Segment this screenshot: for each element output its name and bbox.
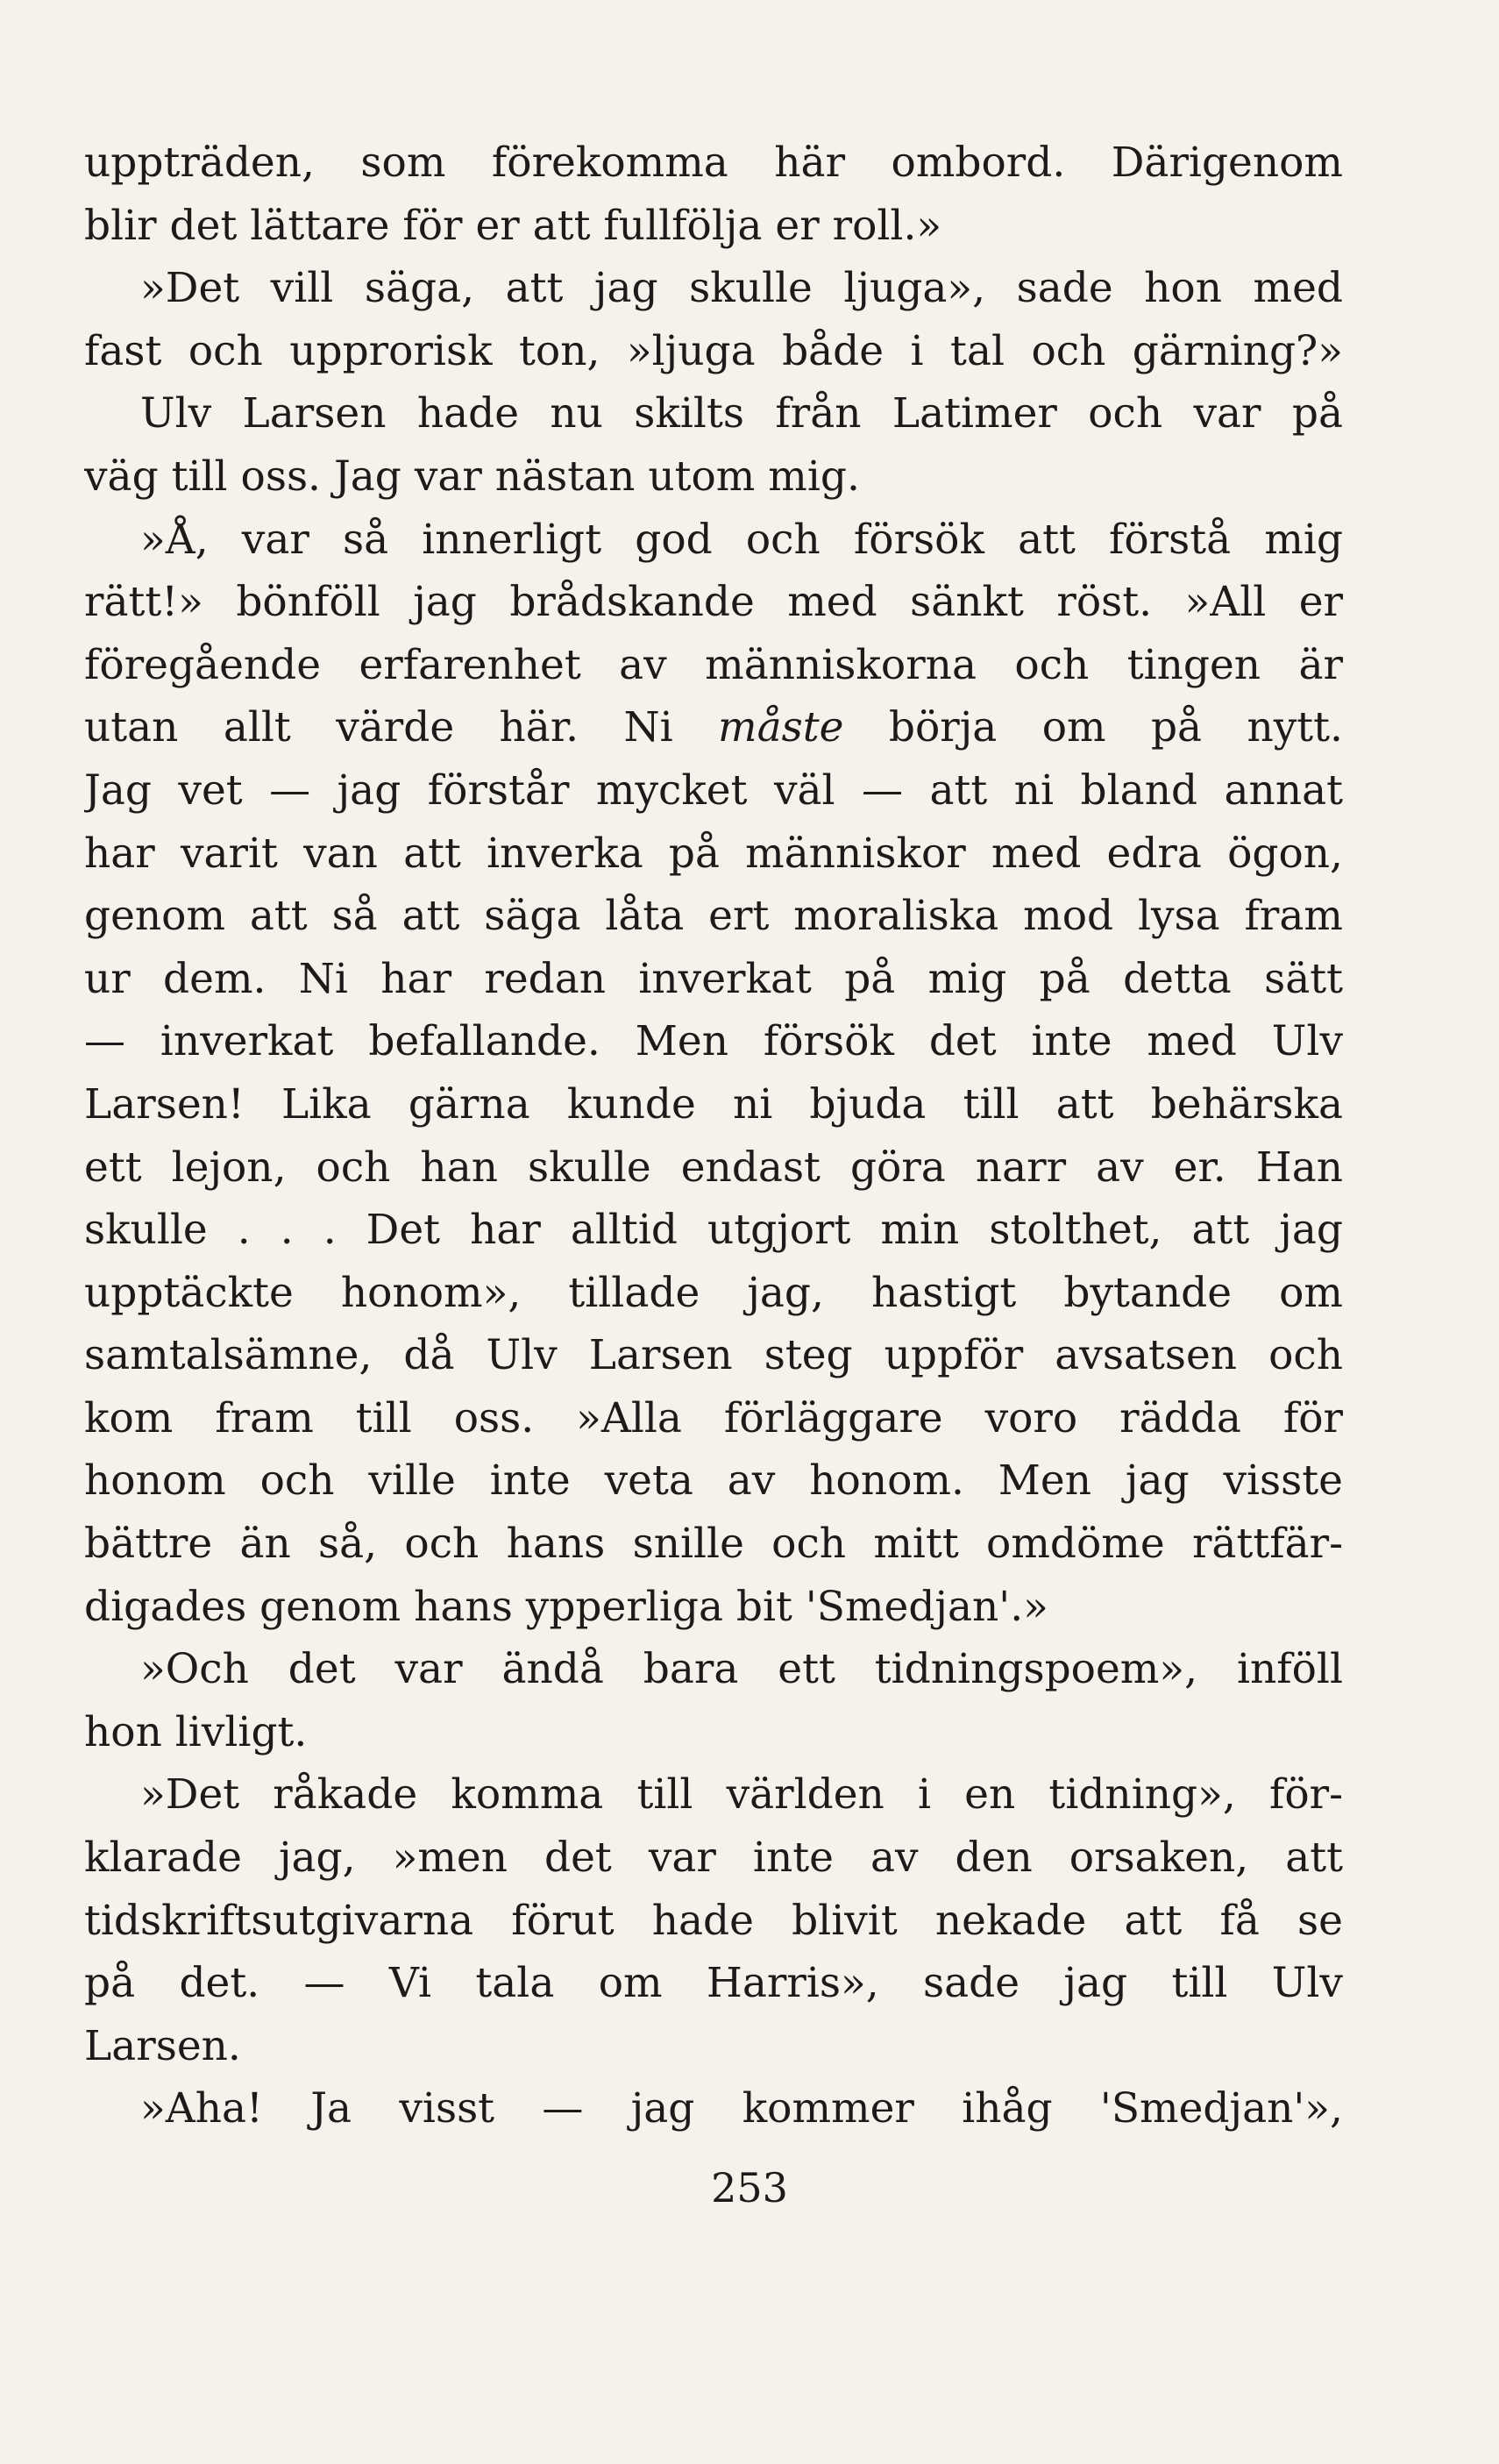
text-line: Ulv Larsen hade nu skilts från Latimer och var på: [140, 389, 1343, 438]
text-line: samtalsämne, då Ulv Larsen steg uppför avsatsen och: [84, 1331, 1343, 1380]
text-line: skulle . . . Det har alltid utgjort min stolthet, att jag: [84, 1206, 1343, 1255]
emphasis-text: måste: [718, 703, 844, 752]
text-line: hon livligt.: [84, 1707, 308, 1756]
text-line: »Aha! Ja visst — jag kommer ihåg 'Smedjan'»,: [140, 2084, 1343, 2133]
text-line: ett lejon, och han skulle endast göra narr av er. Han: [84, 1143, 1343, 1192]
text-line: »Det vill säga, att jag skulle ljuga», sade hon med: [140, 264, 1343, 313]
text-line: genom att så att säga låta ert moraliska mod lysa fram: [84, 892, 1343, 941]
text-line: »Å, var så innerligt god och försök att förstå mig: [140, 515, 1343, 564]
text-line: ur dem. Ni har redan inverkat på mig på detta sätt: [84, 954, 1343, 1003]
text-line: blir det lättare för er att fullfölja er roll.»: [84, 201, 942, 250]
text-line: väg till oss. Jag var nästan utom mig.: [84, 452, 860, 501]
text-line: — inverkat befallande. Men försök det inte med Ulv: [84, 1017, 1343, 1066]
text-line: rätt!» bönföll jag brådskande med sänkt röst. »All er: [84, 578, 1343, 627]
text-line: klarade jag, »men det var inte av den orsaken, att: [84, 1834, 1343, 1883]
text-line: kom fram till oss. »Alla förläggare voro rädda för: [84, 1393, 1343, 1442]
text-line: »Det råkade komma till världen i en tidning», för-: [140, 1770, 1343, 1820]
text-line: på det. — Vi tala om Harris», sade jag till Ulv: [84, 1959, 1343, 2008]
text-line: bättre än så, och hans snille och mitt omdöme rättfär-: [84, 1520, 1343, 1569]
page-number: 253: [711, 2164, 788, 2211]
text-line: »Och det var ändå bara ett tidningspoem», inföll: [140, 1645, 1343, 1694]
text-line: Larsen.: [84, 2021, 241, 2070]
text-line: Larsen! Lika gärna kunde ni bjuda till att behärska: [84, 1079, 1343, 1129]
text-line: upptäckte honom», tillade jag, hastigt bytande om: [84, 1268, 1343, 1317]
text-line: uppträden, som förekomma här ombord. Därigenom: [84, 139, 1343, 187]
text-line: digades genom hans ypperliga bit 'Smedjan'.»: [84, 1582, 1048, 1631]
body-text: [84, 132, 1343, 2140]
text-line: honom och ville inte veta av honom. Men jag visste: [84, 1456, 1343, 1506]
text-line: har varit van att inverka på människor med edra ögon,: [84, 829, 1343, 878]
text-line: Jag vet — jag förstår mycket väl — att ni bland annat: [84, 766, 1343, 815]
text-line: fast och upprorisk ton, »ljuga både i tal och gärning?»: [84, 326, 1343, 375]
text-line: föregående erfarenhet av människorna och tingen är: [84, 640, 1343, 689]
text-line: utan allt värde här. Ni måste börja om på nytt.: [84, 703, 1343, 752]
text-line: tidskriftsutgivarna förut hade blivit nekade att få se: [84, 1896, 1343, 1945]
